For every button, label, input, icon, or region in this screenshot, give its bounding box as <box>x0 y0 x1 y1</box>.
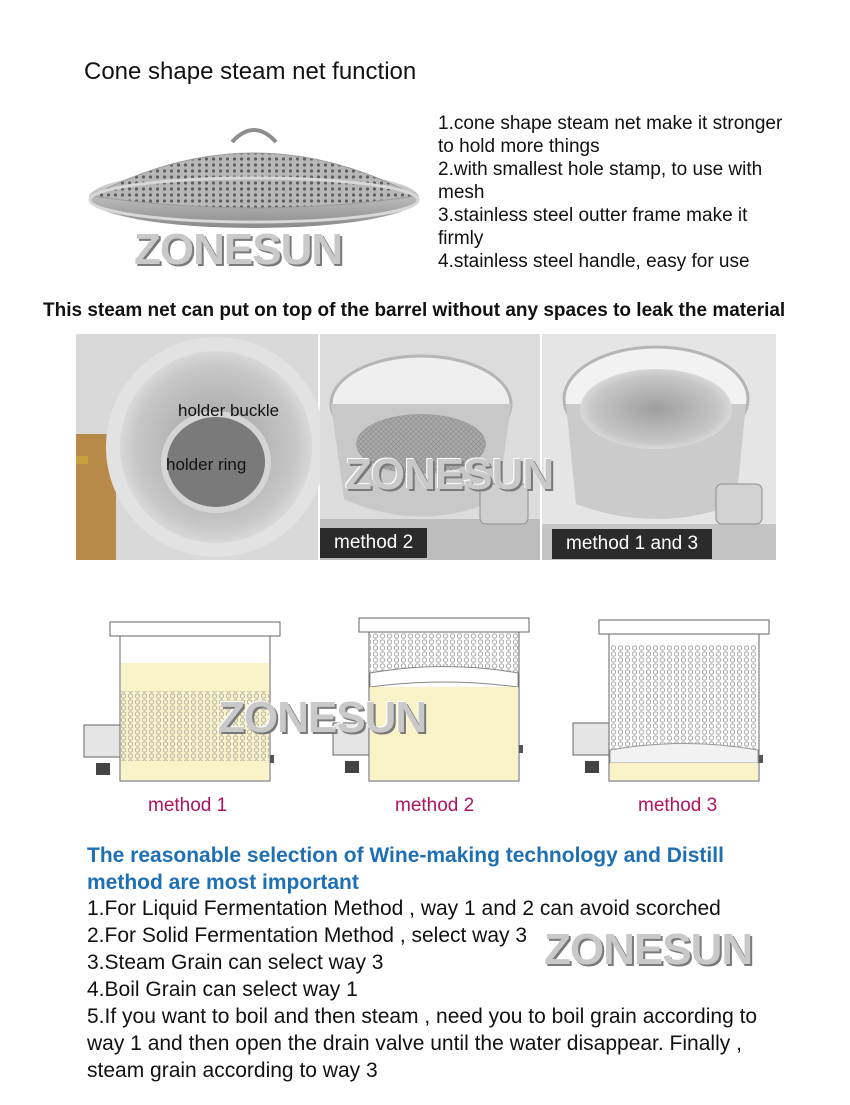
method-1-and-3-caption: method 1 and 3 <box>552 529 712 559</box>
method-diagrams <box>78 615 778 820</box>
selection-heading <box>87 842 787 896</box>
selection-heading-line: The reasonable selection of Wine-making technology and Distill <box>87 844 724 867</box>
steam-net-image <box>84 120 424 235</box>
feature-line: mesh <box>438 182 485 203</box>
watermark: ZONESUN <box>544 925 753 974</box>
feature-line: 3.stainless steel outter frame make it <box>438 205 748 226</box>
page-title: Cone shape steam net function <box>84 58 417 85</box>
rule-line: steam grain according to way 3 <box>87 1059 378 1082</box>
method-3-diagram <box>573 620 769 781</box>
rule-line: 2.For Solid Fermentation Method , select way 3 <box>87 924 528 947</box>
method-2-label: method 2 <box>395 795 475 816</box>
watermark: ZONESUN <box>134 225 343 274</box>
statement: This steam net can put on top of the barrel without any spaces to leak the material <box>43 300 786 321</box>
rule-line: way 1 and then open the drain valve until the water disappear. Finally , <box>87 1032 742 1055</box>
feature-list <box>438 112 838 273</box>
barrel-photos <box>76 334 776 560</box>
feature-line: firmly <box>438 228 484 249</box>
rule-line: 3.Steam Grain can select way 3 <box>87 951 384 974</box>
method-diagrams-image <box>78 615 778 820</box>
holder-buckle-label: holder buckle <box>178 401 280 420</box>
rule-line: 5.If you want to boil and then steam , need you to boil grain according to <box>87 1005 758 1028</box>
feature-line: to hold more things <box>438 136 600 157</box>
selection-heading-line: method are most important <box>87 871 359 894</box>
method-3-label: method 3 <box>638 795 718 816</box>
feature-line: 2.with smallest hole stamp, to use with <box>438 159 763 180</box>
feature-line: 4.stainless steel handle, easy for use <box>438 251 750 272</box>
holder-ring-label: holder ring <box>166 455 247 474</box>
barrel-photos-image <box>76 334 776 560</box>
rule-line: 1.For Liquid Fermentation Method , way 1 and 2 can avoid scorched <box>87 897 721 920</box>
method-1-label: method 1 <box>148 795 228 816</box>
method-2-caption: method 2 <box>320 528 427 558</box>
watermark: ZONESUN <box>218 693 427 742</box>
rule-line: 4.Boil Grain can select way 1 <box>87 978 358 1001</box>
watermark: ZONESUN <box>345 450 554 499</box>
feature-line: 1.cone shape steam net make it stronger <box>438 113 783 134</box>
method-rules <box>87 895 807 1084</box>
